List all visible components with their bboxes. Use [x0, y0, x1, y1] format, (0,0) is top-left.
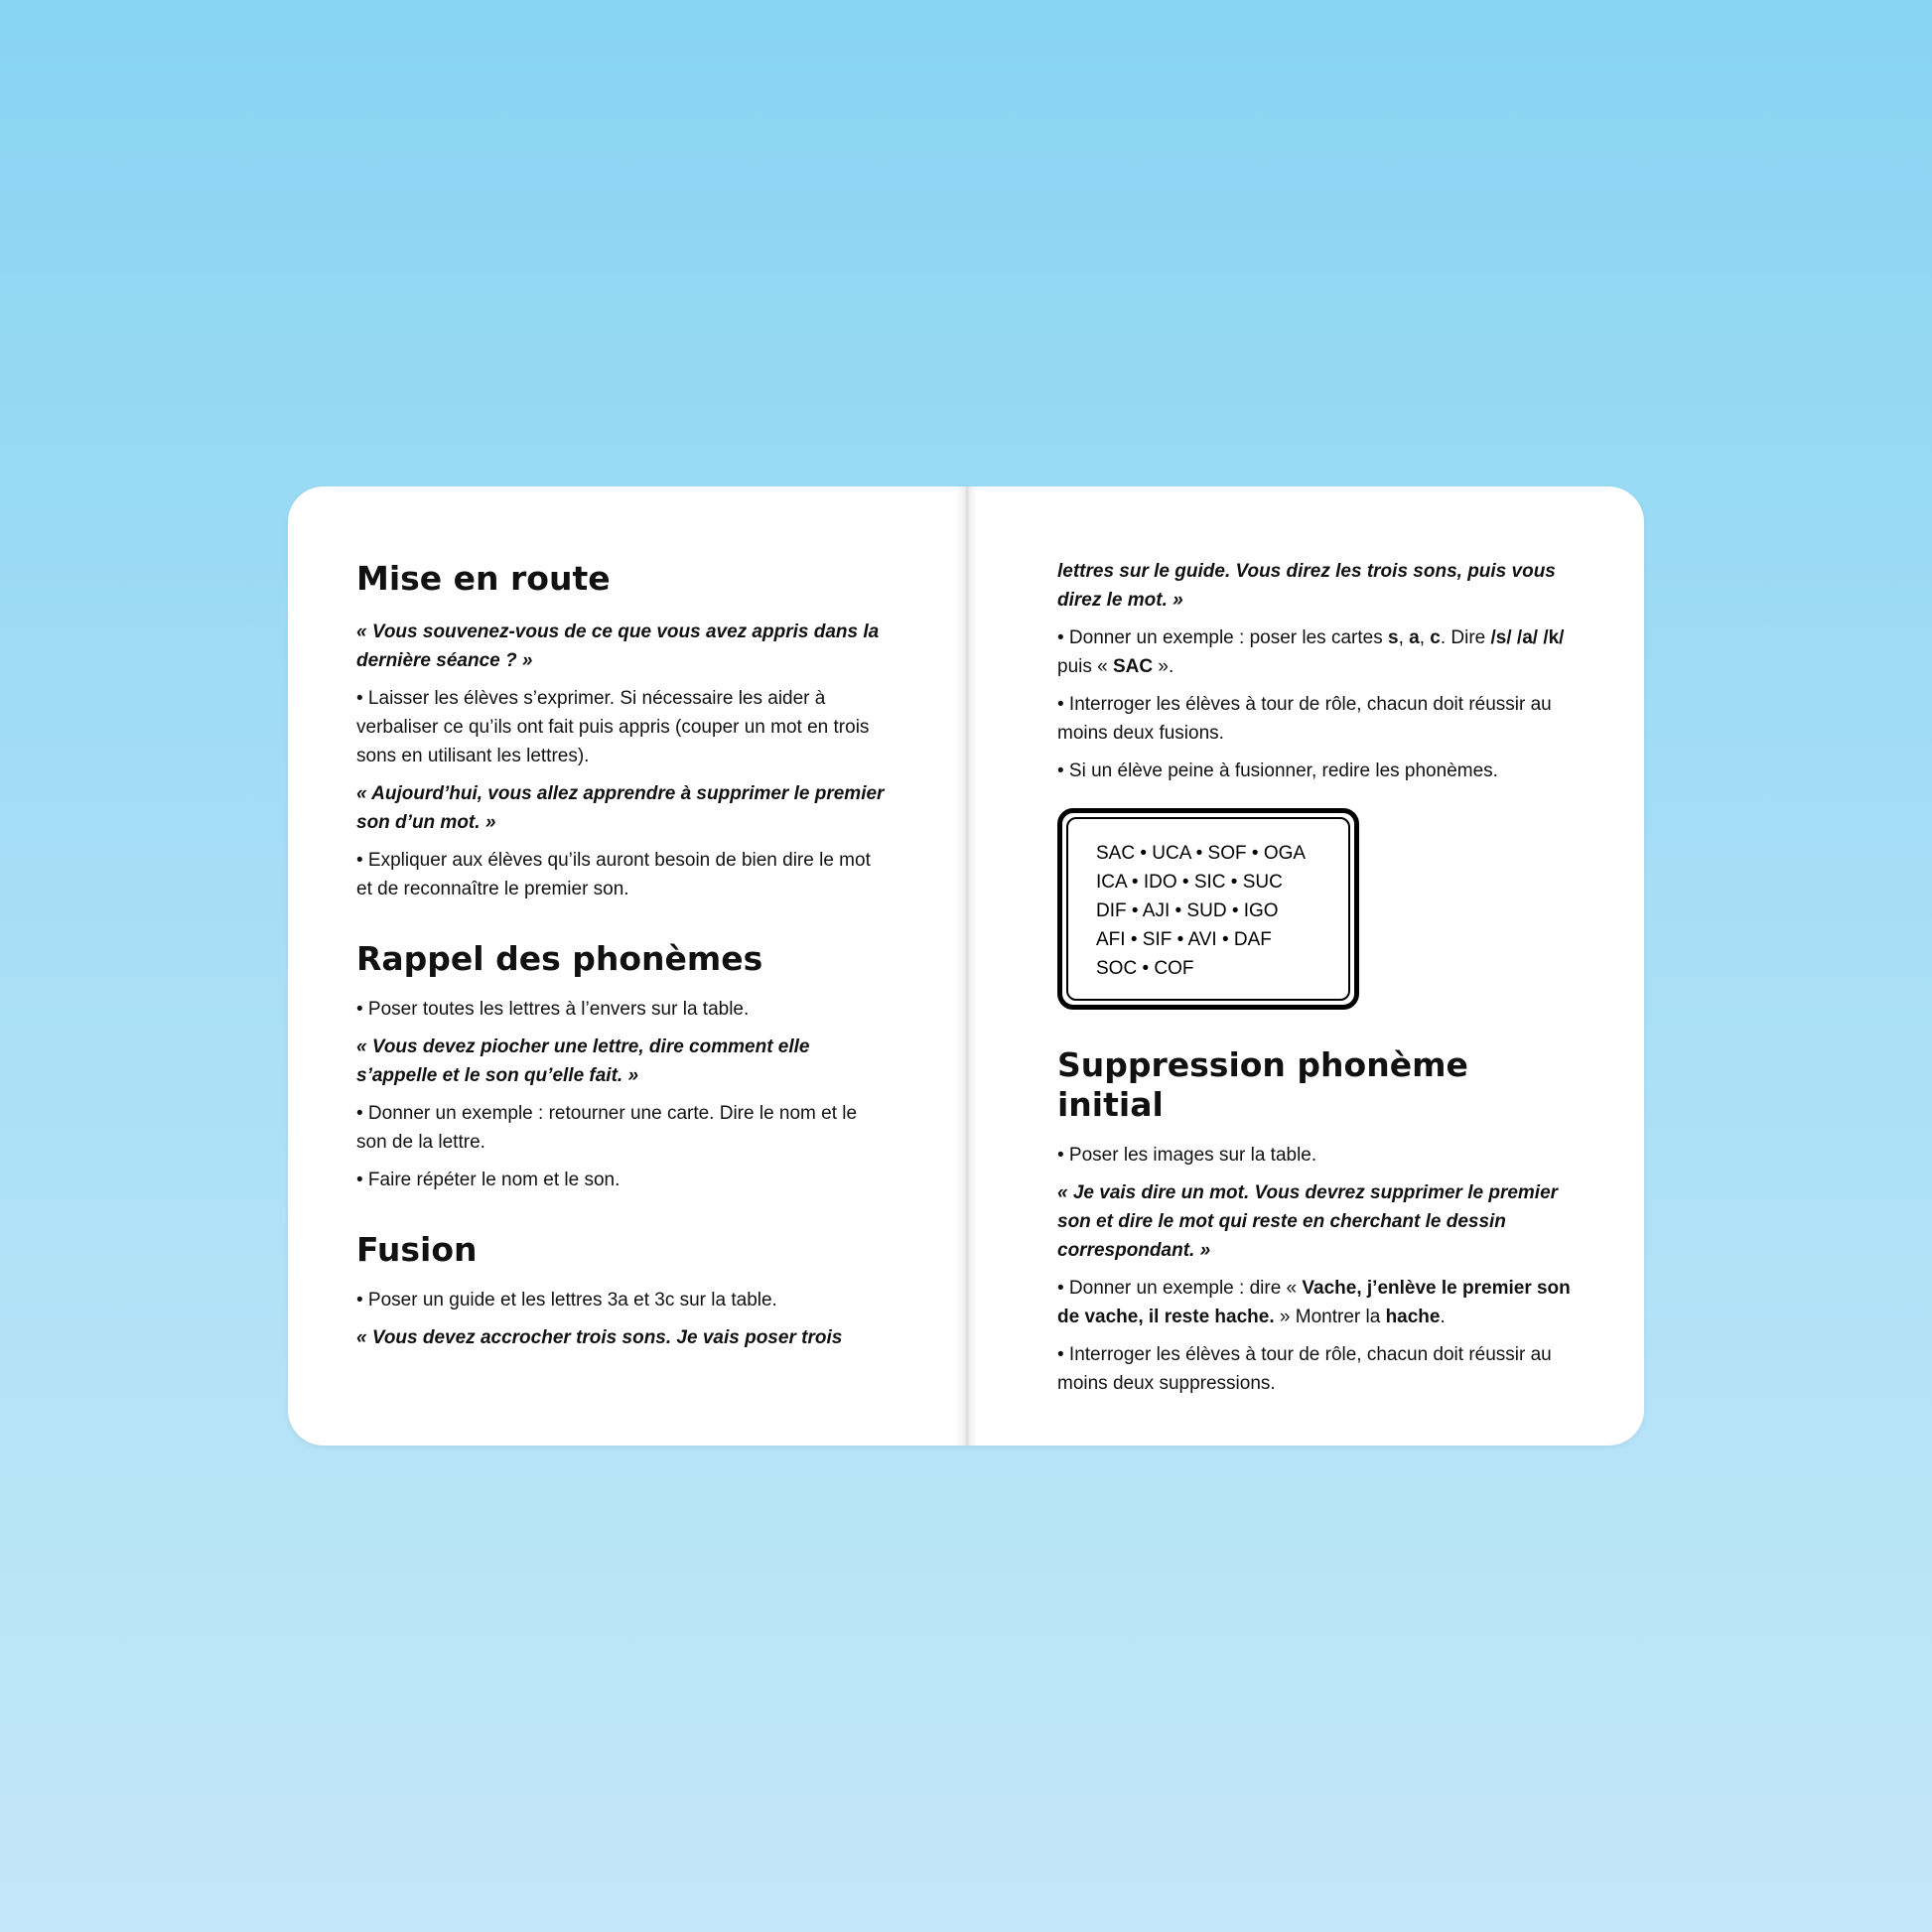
quote-text: « Vous souvenez-vous de ce que vous avez appris dans la dernière séance ? » — [356, 621, 880, 671]
instruction-bullet: • Expliquer aux élèves qu’ils auront besoin de bien dire le mot et de reconnaître le premier son. — [356, 850, 871, 899]
section-title-mise-en-route: Mise en route — [356, 559, 611, 598]
right-page — [1057, 486, 1582, 1398]
quote-text: « Vous devez accrocher trois sons. Je vais poser trois — [356, 1327, 843, 1348]
instruction-bullet: • Si un élève peine à fusionner, redire les phonèmes. — [1057, 760, 1498, 781]
example-bullet: • Donner un exemple : poser les cartes s, a, c. Dire /s/ /a/ /k/ puis « SAC ». — [1057, 627, 1565, 677]
section-title-suppression: Suppression phonème initial — [1057, 1045, 1468, 1124]
section-title-fusion: Fusion — [356, 1230, 478, 1269]
instruction-bullet: • Laisser les élèves s’exprimer. Si nécessaire les aider à verbaliser ce qu’ils ont fait puis appris (couper un mot en trois sons en utilisant les lettres). — [356, 688, 870, 766]
quote-text: « Je vais dire un mot. Vous devrez supprimer le premier son et dire le mot qui reste en cherchant le dessin correspondant. » — [1057, 1182, 1559, 1261]
word-list-line: SAC • UCA • SOF • OGA — [1096, 843, 1307, 864]
example-bullet: • Donner un exemple : dire « Vache, j’enlève le premier son de vache, il reste hache. » Montrer la hache. — [1057, 1278, 1571, 1327]
quote-text: « Aujourd’hui, vous allez apprendre à supprimer le premier son d’un mot. » — [356, 783, 885, 833]
section-title-rappel-des-phonemes: Rappel des phonèmes — [356, 939, 763, 978]
instruction-bullet: • Interroger les élèves à tour de rôle, chacun doit réussir au moins deux fusions. — [1057, 694, 1552, 744]
quote-continuation: lettres sur le guide. Vous direz les trois sons, puis vous direz le mot. » — [1057, 561, 1556, 611]
instruction-bullet: • Faire répéter le nom et le son. — [356, 1170, 621, 1190]
instruction-bullet: • Poser un guide et les lettres 3a et 3c sur la table. — [356, 1290, 777, 1311]
word-list-line: SOC • COF — [1096, 958, 1194, 979]
book-spine — [955, 486, 977, 1446]
word-list-line: AFI • SIF • AVI • DAF — [1096, 929, 1272, 950]
word-list — [1066, 817, 1350, 1001]
instruction-bullet: • Donner un exemple : retourner une carte. Dire le nom et le son de la lettre. — [356, 1103, 858, 1153]
quote-text: « Vous devez piocher une lettre, dire comment elle s’appelle et le son qu’elle fait. » — [356, 1036, 810, 1086]
left-page — [356, 486, 885, 1352]
instruction-bullet: • Poser toutes les lettres à l’envers sur la table. — [356, 999, 750, 1020]
open-booklet — [288, 486, 1644, 1446]
instruction-bullet: • Poser les images sur la table. — [1057, 1145, 1317, 1166]
word-list-line: ICA • IDO • SIC • SUC — [1096, 872, 1283, 893]
instruction-bullet: • Interroger les élèves à tour de rôle, chacun doit réussir au moins deux suppressions. — [1057, 1344, 1552, 1394]
word-list-line: DIF • AJI • SUD • IGO — [1096, 900, 1279, 921]
word-list-box — [1057, 808, 1359, 1010]
